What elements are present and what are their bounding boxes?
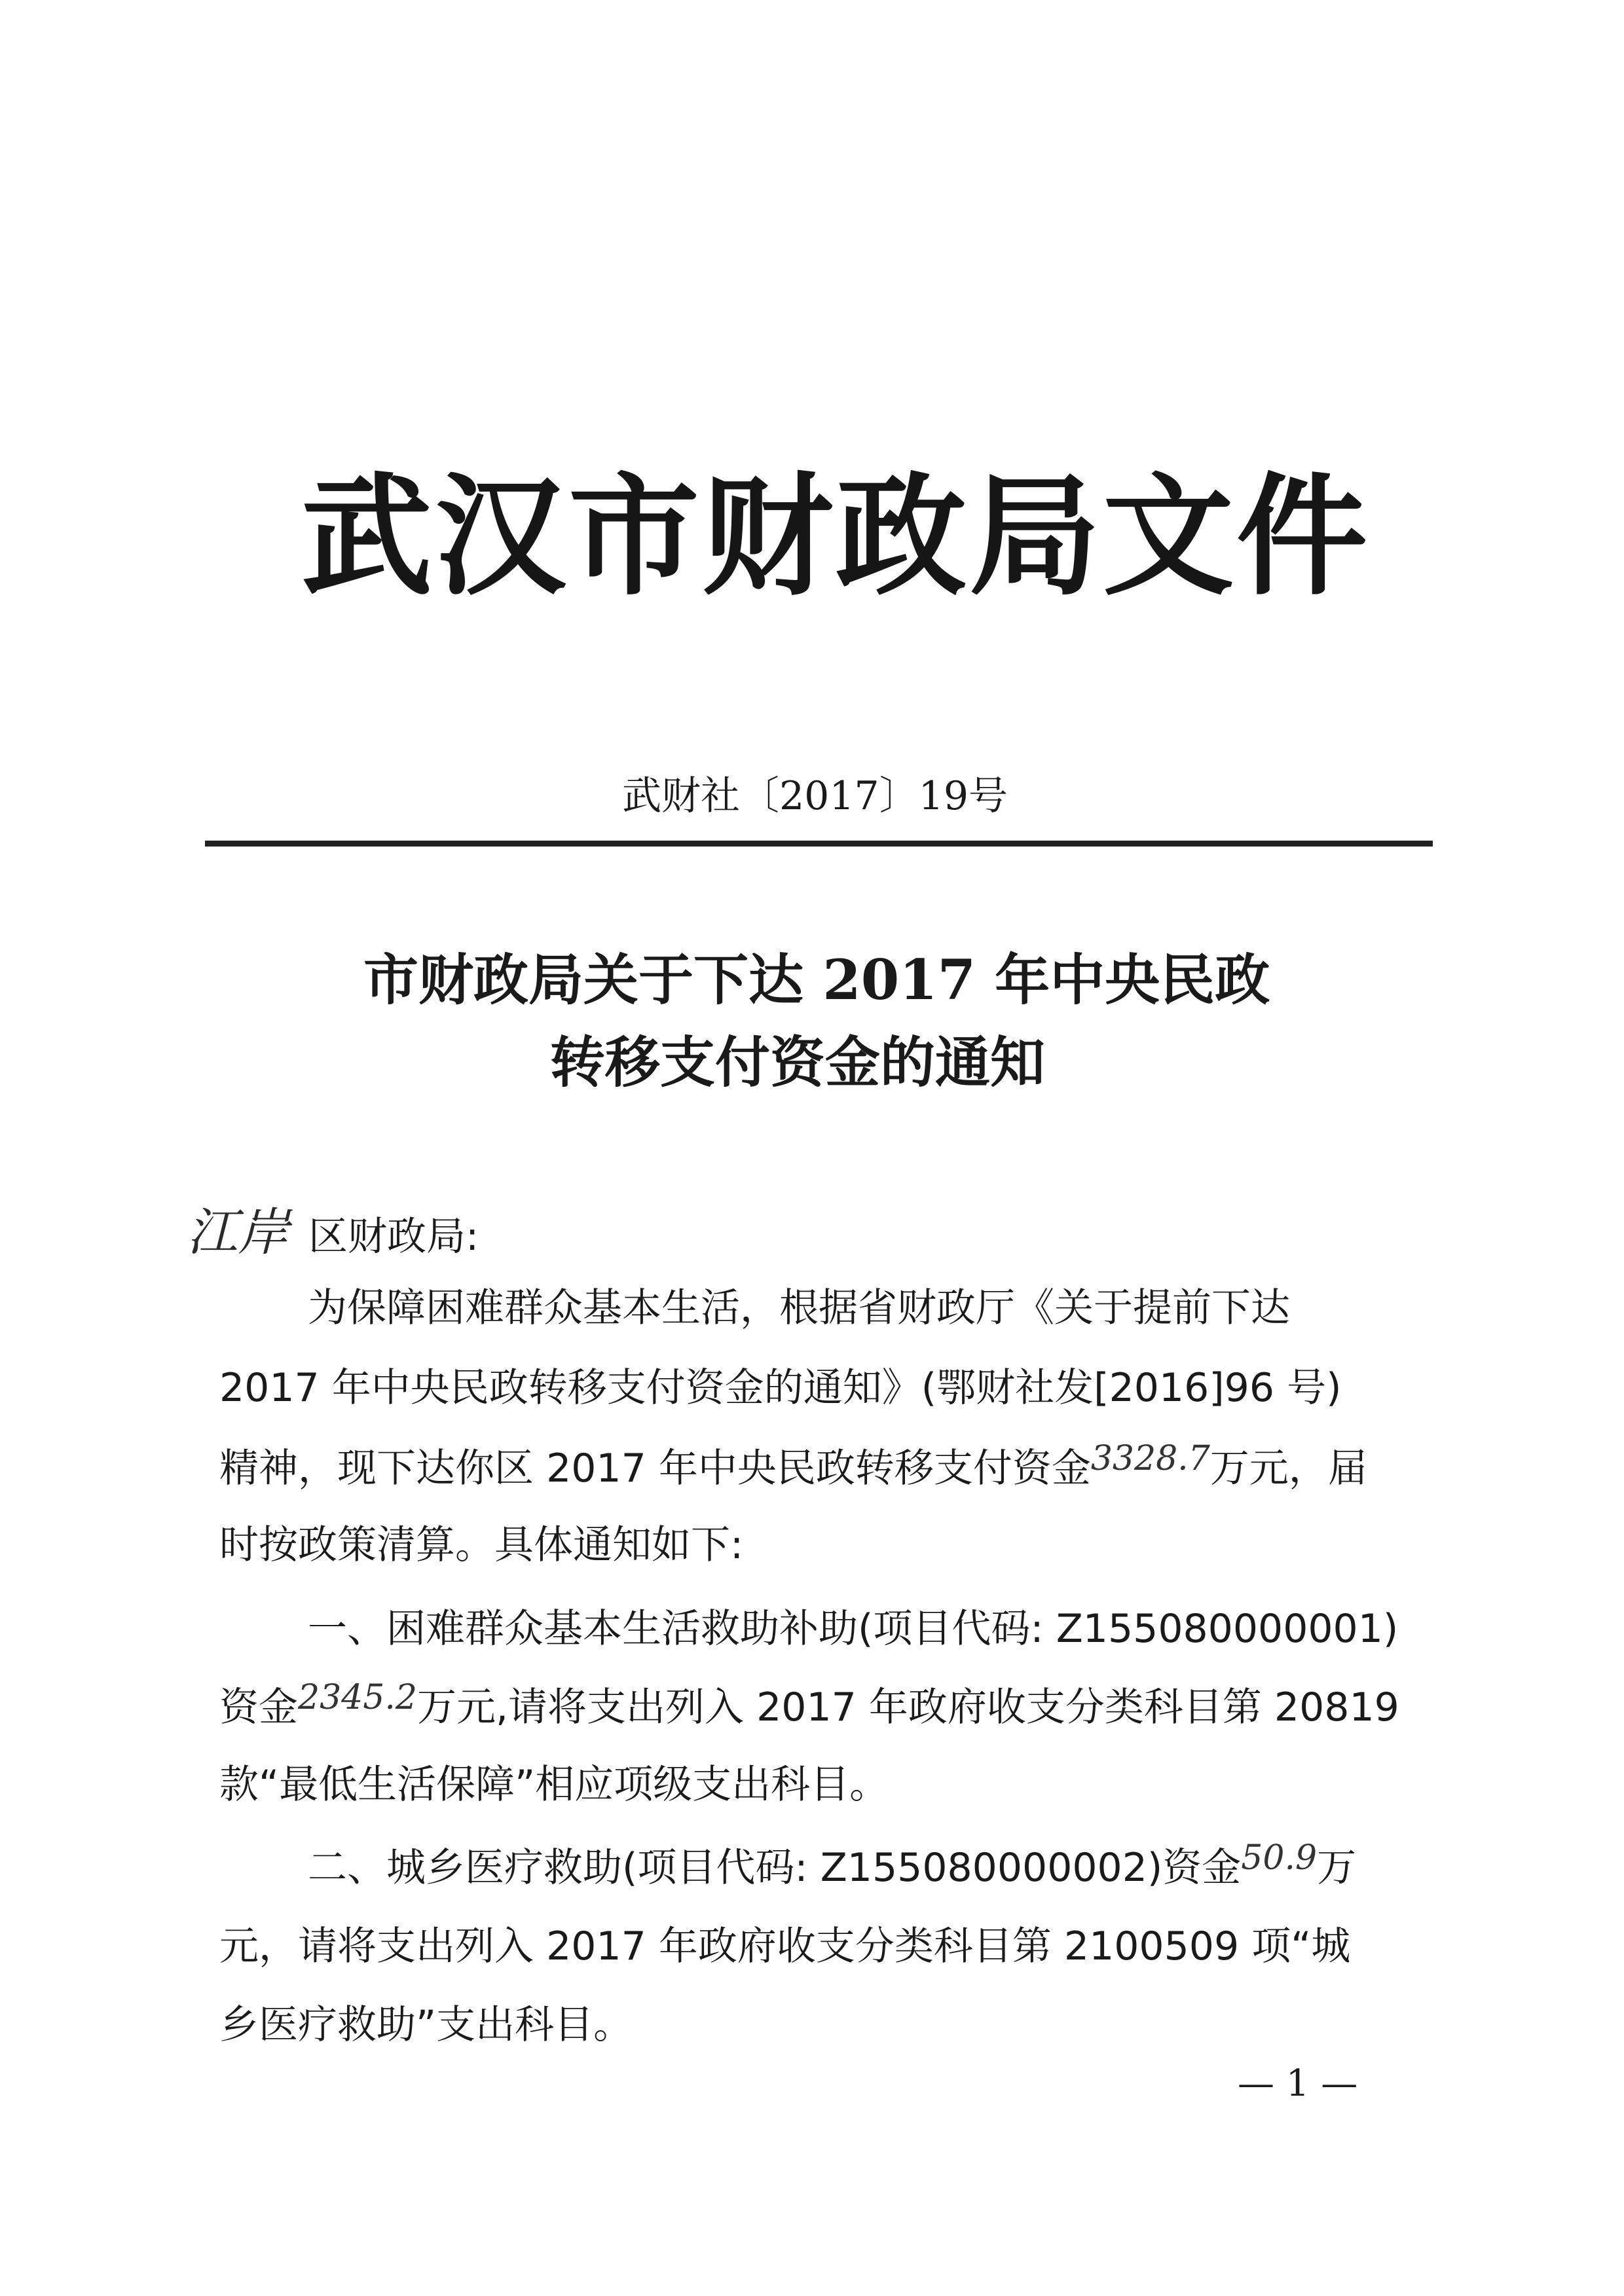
header-divider xyxy=(205,841,1433,847)
body-line: 一、困难群众基本生活救助补助(项目代码: Z155080000001) xyxy=(308,1606,1399,1652)
body-text: 二、城乡医疗救助(项目代码: Z155080000002)资金 xyxy=(308,1845,1242,1891)
handwritten-amount-total: 3328.7 xyxy=(1090,1439,1210,1478)
body-line xyxy=(219,1437,1367,1493)
document-title: 武汉市财政局文件 xyxy=(301,460,1371,613)
body-text: 万元,请将支出列入 2017 年政府收支分类科目第 20819 xyxy=(416,1685,1399,1730)
body-text: 万 xyxy=(1317,1845,1357,1891)
handwritten-amount-item-1: 2345.2 xyxy=(298,1678,417,1717)
body-text: 万元，届 xyxy=(1209,1446,1367,1491)
notice-heading-line-2: 转移支付资金的通知 xyxy=(550,1030,1046,1095)
body-line: 乡医疗救助”支出科目。 xyxy=(219,2002,633,2048)
page-number: — 1 — xyxy=(1238,2062,1358,2105)
notice-heading-line-1: 市财政局关于下达 2017 年中央民政 xyxy=(363,947,1270,1012)
body-line: 元，请将支出列入 2017 年政府收支分类科目第 2100509 项“城 xyxy=(219,1923,1351,1969)
body-text: 资金 xyxy=(219,1685,298,1730)
body-line xyxy=(308,1836,1356,1893)
body-line: 为保障困难群众基本生活，根据省财政厅《关于提前下达 xyxy=(308,1285,1290,1331)
document-number: 武财社〔2017〕19号 xyxy=(622,773,1008,819)
addressee xyxy=(187,1192,479,1265)
addressee-text: 区财政局: xyxy=(308,1214,479,1260)
body-text: 精神，现下达你区 2017 年中央民政转移支付资金 xyxy=(219,1446,1091,1491)
handwritten-district: 江岸 xyxy=(187,1203,289,1262)
body-line: 款“最低生活保障”相应项级支出科目。 xyxy=(219,1762,889,1808)
body-line xyxy=(219,1676,1399,1732)
body-line: 时按政策清算。具体通知如下: xyxy=(219,1522,744,1568)
body-line: 2017 年中央民政转移支付资金的通知》(鄂财社发[2016]96 号) xyxy=(219,1365,1342,1411)
handwritten-amount-item-2: 50.9 xyxy=(1241,1838,1318,1878)
